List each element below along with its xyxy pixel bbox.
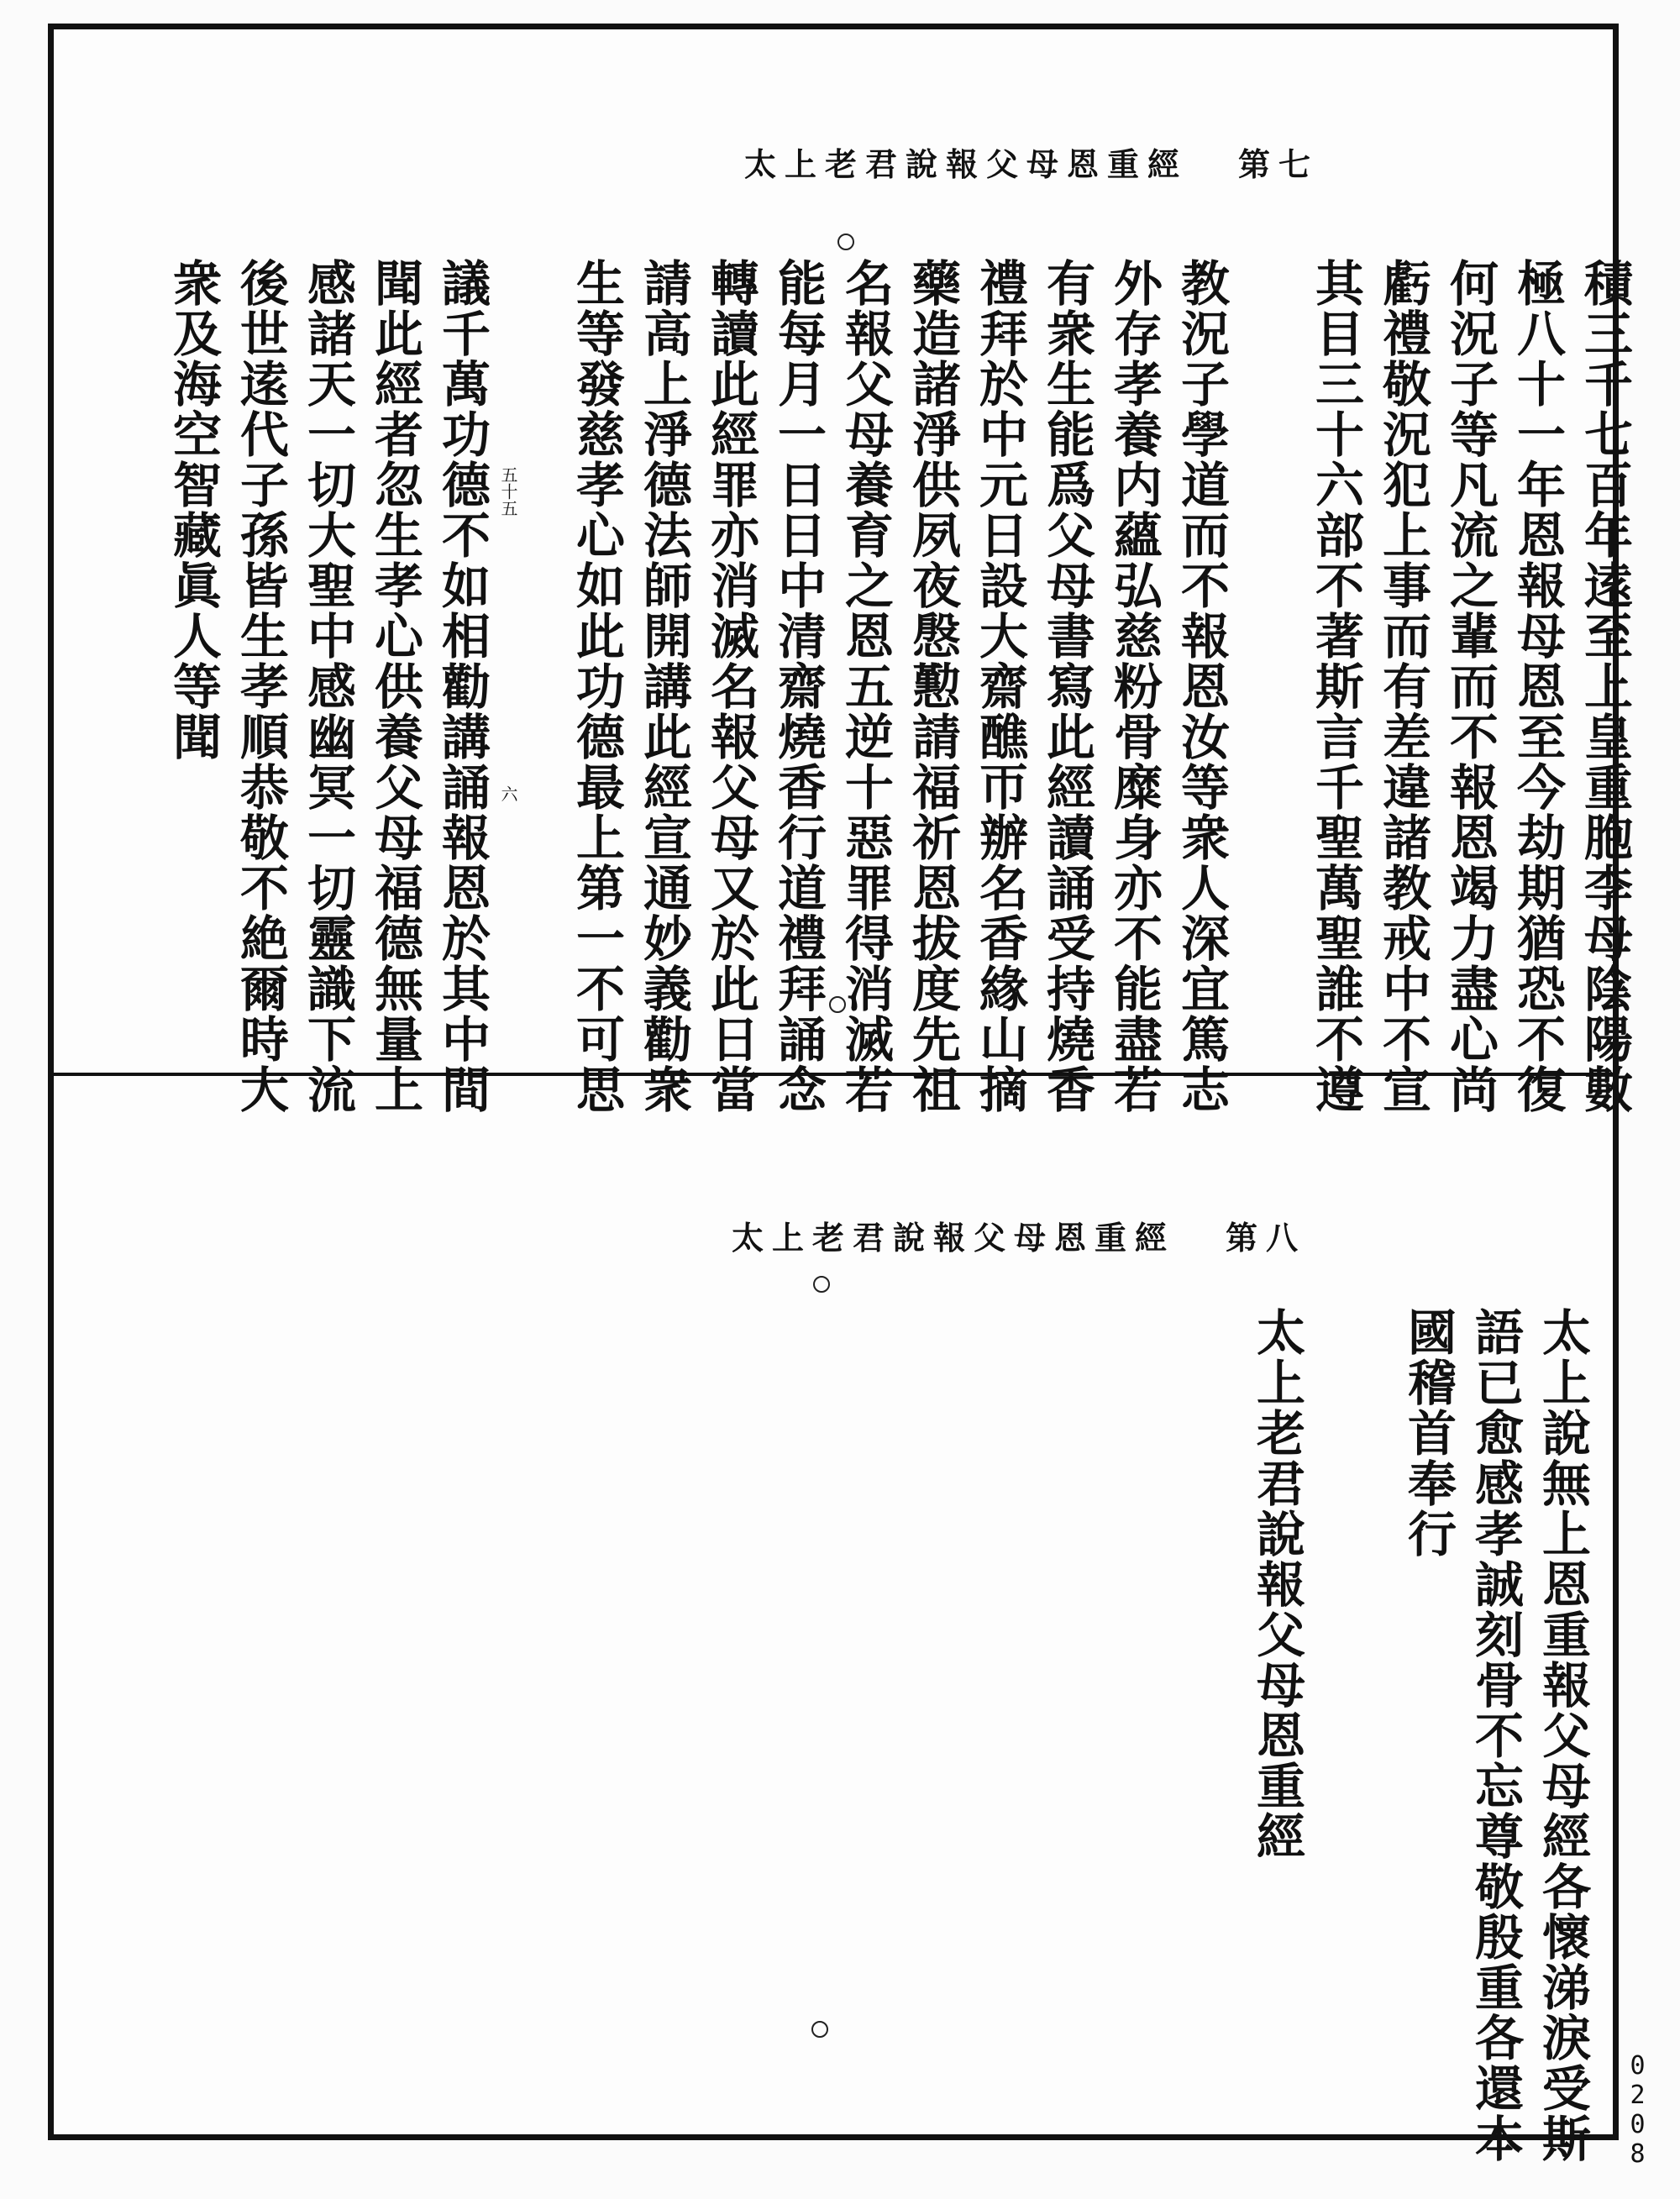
text-column: 外存孝養内蘊弘慈粉骨糜身亦不能盡若 (1105, 258, 1163, 1115)
text-column: 感諸天一切大聖中感幽冥一切靈識下流 (299, 258, 356, 1115)
text-column: 國稽首奉行 (1399, 1307, 1457, 1559)
page-header-7 (744, 139, 1319, 185)
text-column: 有衆生能爲父母書寫此經讀誦受持燒香 (1038, 258, 1095, 1115)
sheet-number: 0208 (1623, 2051, 1652, 2169)
text-column: 禮拜於中元日設大齋醮帀辦名香緣山摘 (971, 258, 1028, 1115)
page-7 (54, 29, 1633, 1115)
margin-note: 五十五 (498, 466, 518, 517)
text-column: 議千萬功德不如相勸講誦報恩於其中間 (433, 258, 491, 1115)
text-column: 藥造諸淨供夙夜慇懃請福祈恩拔度先祖 (904, 258, 961, 1115)
text-column: 其目三十六部不著斯言千聖萬聖誰不遵 (1307, 258, 1364, 1115)
header-page-label: 第八 (1226, 1219, 1307, 1257)
text-column: 後世逺代子孫皆生孝順恭敬不絶爾時大 (232, 258, 289, 1115)
header-title: 太上老君說報父母恩重經 (744, 145, 1189, 183)
margin-note: 六 (498, 785, 518, 802)
header-page-label: 第七 (1238, 145, 1320, 183)
text-column: 聞此經者忽生孝心供養父母福德無量上 (366, 258, 423, 1115)
text-column-title: 太上老君說報父母恩重經 (1248, 1307, 1305, 1861)
punctuation-circle (837, 234, 854, 250)
header-title: 太上老君說報父母恩重經 (732, 1219, 1176, 1257)
text-column: 語已愈感孝誠刻骨不忘尊敬殷重各還本 (1467, 1307, 1524, 2164)
text-column: 名報父母養育之恩五逆十惡罪得消滅若 (837, 258, 894, 1115)
text-column: 請高上淨德法師開講此經宣通妙義勸衆 (635, 258, 692, 1115)
page-header-8 (732, 1212, 1306, 1258)
text-column: 能每月一日日中清齋燒香行道禮拜誦念 (769, 258, 827, 1115)
scripture-sheet (48, 24, 1633, 2164)
text-column: 太上說無上恩重報父母經各懷涕淚受斯 (1534, 1307, 1591, 2164)
text-column: 轉讀此經罪亦消滅名報父母又於此日當 (702, 258, 759, 1115)
punctuation-circle (829, 996, 846, 1013)
text-column: 虧禮敬況犯上事而有差違諸教戒中不宣 (1374, 258, 1431, 1115)
punctuation-circle (813, 1276, 830, 1293)
text-column: 積三千七百年逺至上皇重胞李母陰陽數 (1576, 258, 1633, 1115)
text-column: 衆及海空智藏眞人等聞 (165, 258, 222, 762)
text-column: 教況子學道而不報恩汝等衆人深宜篤志 (1173, 258, 1230, 1115)
text-column: 生等發慈孝心如此功德最上第一不可思 (568, 258, 625, 1115)
punctuation-circle (811, 2021, 828, 2038)
text-column: 極八十一年恩報母恩至今劫期猶恐不復 (1509, 258, 1566, 1115)
text-column: 何況子等凡流之輩而不報恩竭力盡心尚 (1441, 258, 1499, 1115)
page-8 (54, 1076, 1613, 2164)
